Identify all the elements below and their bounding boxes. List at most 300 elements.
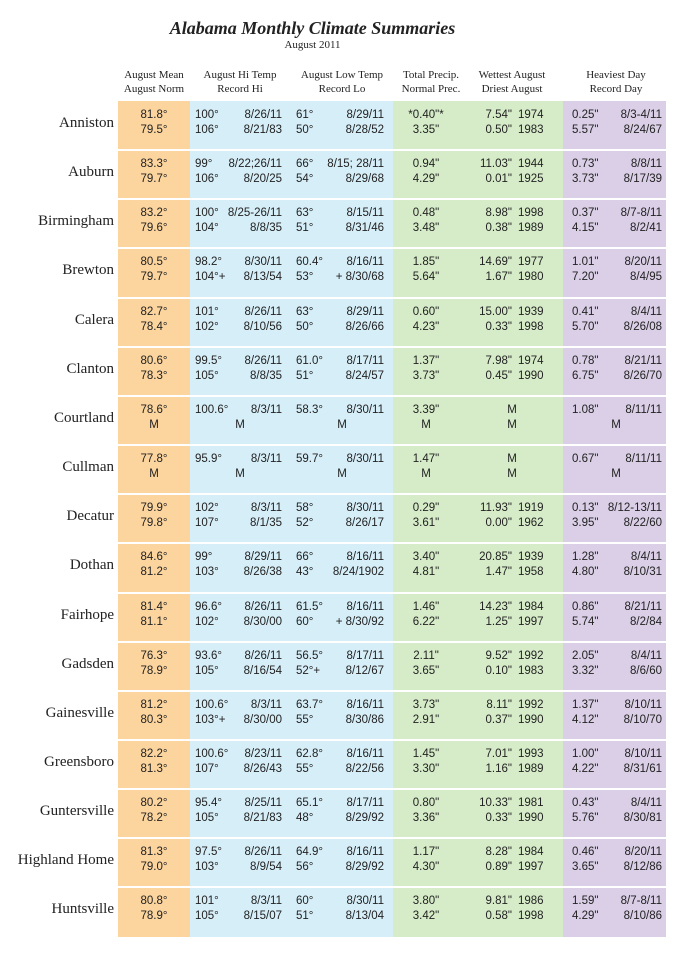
cell-heavy-date: 8/7-8/11 <box>620 207 662 220</box>
cell-m-heavy: M <box>611 468 621 481</box>
cell-rec-day-date: 8/30/81 <box>623 812 662 825</box>
cell-hi: 101° <box>195 305 219 318</box>
cell-heavy-date: 8/3-4/11 <box>620 109 662 121</box>
cell-norm: M <box>149 468 159 481</box>
cell-rec-hi-date: 8/13/54 <box>243 271 282 284</box>
cell-precip: 1.17" <box>412 846 440 859</box>
cell-mean: 80.6° <box>140 354 168 367</box>
station-name: Calera <box>74 311 114 328</box>
cell-wet-year: 1986 <box>518 895 544 908</box>
cell-hi: 101° <box>195 895 219 908</box>
cell-rec-lo-date: 8/26/66 <box>345 320 384 333</box>
station-name: Dothan <box>69 557 114 574</box>
cell-rec-day: 3.65" <box>572 861 599 874</box>
cell-hi-date: 8/26/11 <box>244 846 282 859</box>
cell-hi: 97.5° <box>195 846 222 859</box>
cell-heavy-date: 8/4/11 <box>630 551 662 564</box>
cell-lo-date: 8/29/11 <box>346 109 384 121</box>
cell-rec-day-date: 8/2/41 <box>630 222 662 235</box>
page-title: Alabama Monthly Climate Summaries <box>169 18 456 38</box>
cell-rec-lo: 56° <box>296 861 314 874</box>
cell-wet-year: 1977 <box>518 256 544 269</box>
row-divider <box>118 149 666 151</box>
cell-rec-lo: 53° <box>296 271 314 284</box>
row-divider <box>118 444 666 446</box>
cell-rec-lo-date: + 8/30/92 <box>335 615 384 628</box>
cell-heavy: 0.67" <box>572 453 599 466</box>
cell-wet-year: 1998 <box>518 207 544 220</box>
cell-rec-day: 4.80" <box>572 566 599 579</box>
cell-heavy: 1.01" <box>572 256 599 269</box>
cell-wet: 14.23" <box>479 600 512 613</box>
cell-wet-year: 1939 <box>518 305 544 318</box>
header-mean-line2: August Norm <box>123 83 185 95</box>
cell-rec-hi: 103° <box>195 861 219 874</box>
cell-dry-year: 1980 <box>518 271 544 284</box>
cell-rec-day: 5.70" <box>572 320 599 333</box>
cell-lo-date: 8/16/11 <box>346 747 384 760</box>
cell-heavy: 1.59" <box>572 895 599 908</box>
cell-wet-year: 1984 <box>518 846 544 859</box>
cell-heavy-date: 8/20/11 <box>624 256 662 269</box>
cell-precip: 1.47" <box>412 453 440 466</box>
cell-hi-date: 8/26/11 <box>244 354 282 367</box>
table-row <box>0 101 666 150</box>
cell-lo-date: 8/30/11 <box>346 403 384 416</box>
cell-wet: 7.54" <box>485 109 512 121</box>
cell-rec-day-date: 8/2/84 <box>630 615 662 628</box>
cell-hi: 100° <box>195 207 219 220</box>
cell-mean: 78.6° <box>140 403 168 416</box>
cell-mean: 76.3° <box>140 649 168 662</box>
cell-dry-year: 1989 <box>518 222 544 235</box>
header-precip <box>393 68 469 96</box>
station-name: Greensboro <box>44 753 114 770</box>
row-divider <box>118 739 666 741</box>
cell-wet-year: 1981 <box>518 797 544 810</box>
cell-rec-day-date: 8/22/60 <box>623 517 662 530</box>
cell-norm-precip: 4.81" <box>412 566 440 579</box>
cell-hi: 95.9° <box>195 453 222 466</box>
table-row <box>0 248 666 297</box>
header-mean <box>118 68 190 96</box>
cell-lo-date: 8/15; 28/11 <box>327 158 384 171</box>
station-name: Gadsden <box>61 655 114 672</box>
station-name: Fairhope <box>60 606 114 623</box>
cell-dry: 0.38" <box>485 222 512 235</box>
station-name: Clanton <box>66 360 114 377</box>
cell-rec-lo: 48° <box>296 812 314 825</box>
row-divider <box>118 690 666 692</box>
cell-lo: 66° <box>296 551 314 564</box>
cell-hi-date: 8/25/11 <box>244 797 282 810</box>
station-name: Decatur <box>66 508 114 525</box>
cell-rec-hi: 102° <box>195 320 219 333</box>
cell-rec-hi-date: 8/21/83 <box>243 812 282 825</box>
cell-lo: 61.0° <box>296 354 323 367</box>
cell-wet-year: 1992 <box>518 698 544 711</box>
cell-hi-date: 8/26/11 <box>244 109 282 121</box>
table-row <box>0 838 666 887</box>
cell-lo: 64.9° <box>296 846 323 859</box>
row-divider <box>118 592 666 594</box>
cell-dry-year: 1962 <box>518 517 544 530</box>
cell-lo: 66° <box>296 158 314 171</box>
cell-precip: 2.11" <box>413 649 439 662</box>
cell-rec-hi-date: 8/30/00 <box>243 615 282 628</box>
cell-lo-date: 8/30/11 <box>346 502 384 515</box>
cell-wet: 8.98" <box>485 207 512 220</box>
cell-mean: 84.6° <box>140 551 168 564</box>
cell-hi: 95.4° <box>195 797 222 810</box>
cell-lo-date: 8/29/11 <box>346 305 384 318</box>
cell-norm-precip: 3.61" <box>412 517 440 530</box>
page-subtitle: August 2011 <box>284 39 341 51</box>
cell-precip: 3.39" <box>412 403 440 416</box>
cell-hi: 100.6° <box>195 747 229 760</box>
cell-norm-precip: 3.73" <box>412 369 440 382</box>
station-name: Birmingham <box>38 213 114 230</box>
cell-mean: 82.2° <box>140 747 168 760</box>
cell-dry: 0.89" <box>485 861 512 874</box>
cell-rec-lo: 54° <box>296 173 314 186</box>
cell-norm: 79.0° <box>140 861 168 874</box>
cell-heavy-date: 8/10/11 <box>624 747 662 760</box>
cell-rec-day-date: 8/24/67 <box>623 124 662 136</box>
cell-norm-precip: 3.30" <box>412 762 440 775</box>
cell-rec-hi-date: 8/9/54 <box>250 861 282 874</box>
cell-lo: 58.3° <box>296 403 323 416</box>
cell-rec-hi-date: 8/30/00 <box>243 713 282 726</box>
cell-lo-date: 8/30/11 <box>346 895 384 908</box>
cell-rec-lo-date: 8/26/17 <box>345 517 384 530</box>
cell-wet-year: 1974 <box>518 354 544 367</box>
cell-dry-year: 1990 <box>518 369 544 382</box>
cell-rec-day: 4.15" <box>572 222 599 235</box>
cell-norm: 81.3° <box>140 762 168 775</box>
header-lo-line2: Record Lo <box>318 83 366 95</box>
row-divider <box>118 788 666 790</box>
station-name: Cullman <box>62 459 114 476</box>
table-row <box>0 887 666 936</box>
cell-hi-date: 8/3/11 <box>250 453 282 466</box>
cell-hi: 100° <box>195 109 219 121</box>
cell-rec-hi: 102° <box>195 615 219 628</box>
cell-heavy-date: 8/20/11 <box>624 846 662 859</box>
row-divider <box>118 886 666 888</box>
cell-lo-date: 8/16/11 <box>346 698 384 711</box>
cell-hi-date: 8/30/11 <box>244 256 282 269</box>
cell-heavy-date: 8/4/11 <box>630 649 662 662</box>
cell-wet-year: 1993 <box>518 747 544 760</box>
header-hi <box>192 68 288 96</box>
cell-heavy-date: 8/21/11 <box>624 600 662 613</box>
cell-wet: 14.69" <box>479 256 512 269</box>
cell-wet-year: 1919 <box>518 502 544 515</box>
station-name: Auburn <box>68 164 114 181</box>
cell-rec-lo-date: 8/12/67 <box>345 664 384 677</box>
cell-rec-day: 4.12" <box>572 713 599 726</box>
cell-dry: 0.58" <box>485 910 512 923</box>
cell-heavy-date: 8/8/11 <box>630 158 662 171</box>
cell-wet-year: 1992 <box>518 649 544 662</box>
cell-heavy: 1.37" <box>572 698 599 711</box>
cell-rec-lo: 43° <box>296 566 314 579</box>
table-row <box>0 740 666 789</box>
cell-heavy: 0.13" <box>572 502 599 515</box>
cell-heavy: 2.05" <box>572 649 599 662</box>
header-wet-line2: Driest August <box>481 83 543 95</box>
cell-wet-year: 1939 <box>518 551 544 564</box>
cell-rec-lo-date: 8/22/56 <box>345 762 384 775</box>
cell-dry-year: 1958 <box>518 566 544 579</box>
row-divider <box>118 542 666 544</box>
cell-precip: 0.29" <box>412 502 440 515</box>
cell-dry: 1.47" <box>485 566 512 579</box>
cell-precip: 1.37" <box>412 354 440 367</box>
cell-lo: 61° <box>296 109 314 121</box>
cell-rec-hi: 105° <box>195 812 219 825</box>
cell-dry: 1.67" <box>485 271 512 284</box>
cell-wet: 7.98" <box>485 354 512 367</box>
table-row <box>0 593 666 642</box>
cell-lo-date: 8/16/11 <box>346 551 384 564</box>
cell-rec-day-date: 8/26/08 <box>623 320 662 333</box>
table-row <box>0 789 666 838</box>
station-name: Gainesville <box>45 704 114 721</box>
cell-heavy-date: 8/11/11 <box>625 453 662 466</box>
station-name: Anniston <box>58 115 114 131</box>
cell-dry: 0.33" <box>485 812 512 825</box>
header-wet-line1: Wettest August <box>478 69 546 81</box>
cell-lo-date: 8/15/11 <box>346 207 384 220</box>
cell-precip: 3.80" <box>412 895 440 908</box>
table-row <box>0 199 666 248</box>
cell-heavy: 0.78" <box>572 354 599 367</box>
station-name: Courtland <box>54 409 114 426</box>
cell-rec-hi-date: 8/20/25 <box>243 173 282 186</box>
row-divider <box>118 198 666 200</box>
table-row <box>0 298 666 347</box>
cell-norm: 81.2° <box>140 566 168 579</box>
cell-norm: 78.3° <box>140 369 168 382</box>
cell-heavy-date: 8/10/11 <box>624 698 662 711</box>
cell-heavy-date: 8/11/11 <box>625 403 662 416</box>
cell-rec-hi-date: 8/8/35 <box>250 222 282 235</box>
cell-rec-day: 3.95" <box>572 517 599 530</box>
cell-hi-date: 8/3/11 <box>250 698 282 711</box>
cell-dry-year: 1990 <box>518 713 544 726</box>
cell-dry-year: 1989 <box>518 762 544 775</box>
cell-dry-year: 1998 <box>518 910 544 923</box>
cell-rec-day-date: 8/6/60 <box>630 664 662 677</box>
cell-norm: 79.7° <box>140 173 168 186</box>
cell-rec-hi: 106° <box>195 124 219 136</box>
header-hi-line1: August Hi Temp <box>203 69 277 81</box>
cell-rec-lo-date: 8/24/1902 <box>332 566 384 579</box>
cell-lo: 60° <box>296 895 314 908</box>
cell-precip: 1.85" <box>412 256 440 269</box>
cell-m-heavy: M <box>611 418 621 431</box>
cell-lo: 63° <box>296 305 314 318</box>
cell-hi: 102° <box>195 502 219 515</box>
cell-lo-date: 8/17/11 <box>346 797 384 810</box>
cell-wet: 15.00" <box>479 305 512 318</box>
cell-norm-precip: 3.36" <box>412 812 440 825</box>
cell-rec-lo: 50° <box>296 124 314 136</box>
cell-hi: 98.2° <box>195 256 222 269</box>
cell-rec-lo: 55° <box>296 762 314 775</box>
cell-wet: 8.28" <box>485 846 512 859</box>
cell-rec-day-date: 8/10/31 <box>623 566 662 579</box>
cell-dry-year: 1925 <box>518 173 544 186</box>
cell-wet: 8.11" <box>486 698 512 711</box>
cell-heavy: 0.46" <box>572 846 599 859</box>
cell-lo-date: 8/16/11 <box>346 846 384 859</box>
cell-heavy: 0.41" <box>572 305 599 318</box>
cell-lo: 63° <box>296 207 314 220</box>
cell-lo: 65.1° <box>296 797 323 810</box>
cell-lo-date: 8/16/11 <box>346 256 384 269</box>
cell-hi: 99° <box>195 158 213 171</box>
cell-norm: 79.8° <box>140 517 168 530</box>
cell-rec-hi: 107° <box>195 517 219 530</box>
cell-rec-lo-date: 8/30/86 <box>345 713 384 726</box>
cell-norm-precip: 3.35" <box>412 124 440 136</box>
cell-wet: 10.33" <box>479 797 512 810</box>
cell-mean: 83.2° <box>140 207 168 220</box>
cell-rec-hi: 103° <box>195 566 219 579</box>
cell-rec-hi-date: 8/26/43 <box>243 762 282 775</box>
cell-heavy: 0.37" <box>572 207 599 220</box>
cell-lo: 59.7° <box>296 453 323 466</box>
header-heavy <box>566 68 666 96</box>
cell-heavy: 1.28" <box>572 551 599 564</box>
header-lo-line1: August Low Temp <box>300 69 384 81</box>
cell-rec-day-date: 8/26/70 <box>623 369 662 382</box>
cell-lo: 63.7° <box>296 698 323 711</box>
cell-rec-lo: 55° <box>296 713 314 726</box>
cell-hi-date: 8/3/11 <box>250 403 282 416</box>
cell-wet-year: 1974 <box>518 109 544 121</box>
header-lo <box>292 68 392 96</box>
cell-rec-lo: 52°+ <box>296 664 321 677</box>
header-mean-line1: August Mean <box>124 69 184 81</box>
table-row <box>0 642 666 691</box>
cell-precip: 1.46" <box>412 600 440 613</box>
cell-mean: 80.5° <box>140 256 168 269</box>
cell-norm-precip: 4.29" <box>412 173 440 186</box>
row-divider <box>118 247 666 249</box>
header-precip-line1: Total Precip. <box>402 69 460 81</box>
cell-m-hi: M <box>235 418 245 431</box>
cell-norm: 79.5° <box>140 124 168 136</box>
table-row <box>0 691 666 740</box>
cell-rec-lo: 51° <box>296 369 314 382</box>
cell-lo: 58° <box>296 502 314 515</box>
table-row <box>0 445 666 494</box>
row-divider <box>118 837 666 839</box>
cell-heavy: 1.08" <box>572 403 599 416</box>
cell-wet-year: 1984 <box>518 600 544 613</box>
cell-norm-precip: 3.65" <box>412 664 440 677</box>
cell-norm-precip: M <box>421 418 431 431</box>
cell-hi: 99° <box>195 551 213 564</box>
cell-heavy-date: 8/4/11 <box>630 797 662 810</box>
cell-heavy: 1.00" <box>572 747 599 760</box>
cell-precip: 3.73" <box>412 698 440 711</box>
cell-norm-precip: 4.30" <box>412 861 440 874</box>
cell-dry-year: 1997 <box>518 861 544 874</box>
cell-rec-day: 4.22" <box>572 762 599 775</box>
cell-mean: 80.2° <box>140 797 168 810</box>
cell-mean: 81.2° <box>140 698 168 711</box>
cell-m-hi: M <box>235 468 245 481</box>
cell-hi-date: 8/23/11 <box>244 747 282 760</box>
cell-lo: 60.4° <box>296 256 323 269</box>
cell-dry: 0.33" <box>485 320 512 333</box>
cell-norm-precip: 6.22" <box>412 615 440 628</box>
cell-m-wet: M <box>507 453 517 466</box>
cell-rec-hi: 104°+ <box>195 271 226 284</box>
cell-hi-date: 8/29/11 <box>244 551 282 564</box>
cell-hi-date: 8/22;26/11 <box>228 158 282 171</box>
cell-rec-lo-date: + 8/30/68 <box>335 271 384 284</box>
cell-dry-year: 1997 <box>518 615 544 628</box>
cell-rec-lo: 51° <box>296 222 314 235</box>
cell-rec-hi-date: 8/15/07 <box>243 910 282 923</box>
cell-rec-day: 5.74" <box>572 615 599 628</box>
cell-rec-lo: 50° <box>296 320 314 333</box>
cell-rec-day-date: 8/17/39 <box>623 173 662 186</box>
cell-wet: 11.03" <box>479 158 512 171</box>
cell-lo-date: 8/17/11 <box>346 354 384 367</box>
cell-lo-date: 8/17/11 <box>346 649 384 662</box>
row-divider <box>118 346 666 348</box>
cell-hi: 100.6° <box>195 698 229 711</box>
cell-norm-precip: 3.48" <box>412 222 440 235</box>
cell-wet: 11.93" <box>479 502 512 515</box>
cell-norm: 80.3° <box>140 713 168 726</box>
table-row <box>0 150 666 199</box>
station-name: Highland Home <box>17 852 114 869</box>
station-name: Huntsville <box>51 901 114 918</box>
cell-norm: 81.1° <box>140 615 168 628</box>
header-heavy-line2: Record Day <box>589 83 643 95</box>
cell-norm: 79.6° <box>140 222 168 235</box>
cell-rec-lo-date: 8/29/92 <box>345 812 384 825</box>
cell-heavy: 0.73" <box>572 158 599 171</box>
cell-wet-year: 1944 <box>518 158 544 171</box>
cell-hi-date: 8/3/11 <box>250 895 282 908</box>
cell-rec-hi-date: 8/10/56 <box>243 320 282 333</box>
cell-dry-year: 1983 <box>518 664 544 677</box>
cell-precip: 0.80" <box>412 797 440 810</box>
cell-rec-day: 7.20" <box>572 271 599 284</box>
cell-dry: 0.00" <box>485 517 512 530</box>
cell-rec-hi: 107° <box>195 762 219 775</box>
cell-wet: 20.85" <box>479 551 512 564</box>
cell-precip: 0.60" <box>412 305 440 318</box>
cell-dry: 0.45" <box>485 369 512 382</box>
cell-precip: 3.40" <box>412 551 440 564</box>
cell-rec-day-date: 8/10/86 <box>623 910 662 923</box>
cell-heavy: 0.43" <box>572 797 599 810</box>
cell-m-lo: M <box>337 418 347 431</box>
cell-lo: 56.5° <box>296 649 323 662</box>
station-name: Guntersville <box>39 803 114 820</box>
cell-norm: 78.4° <box>140 320 168 333</box>
